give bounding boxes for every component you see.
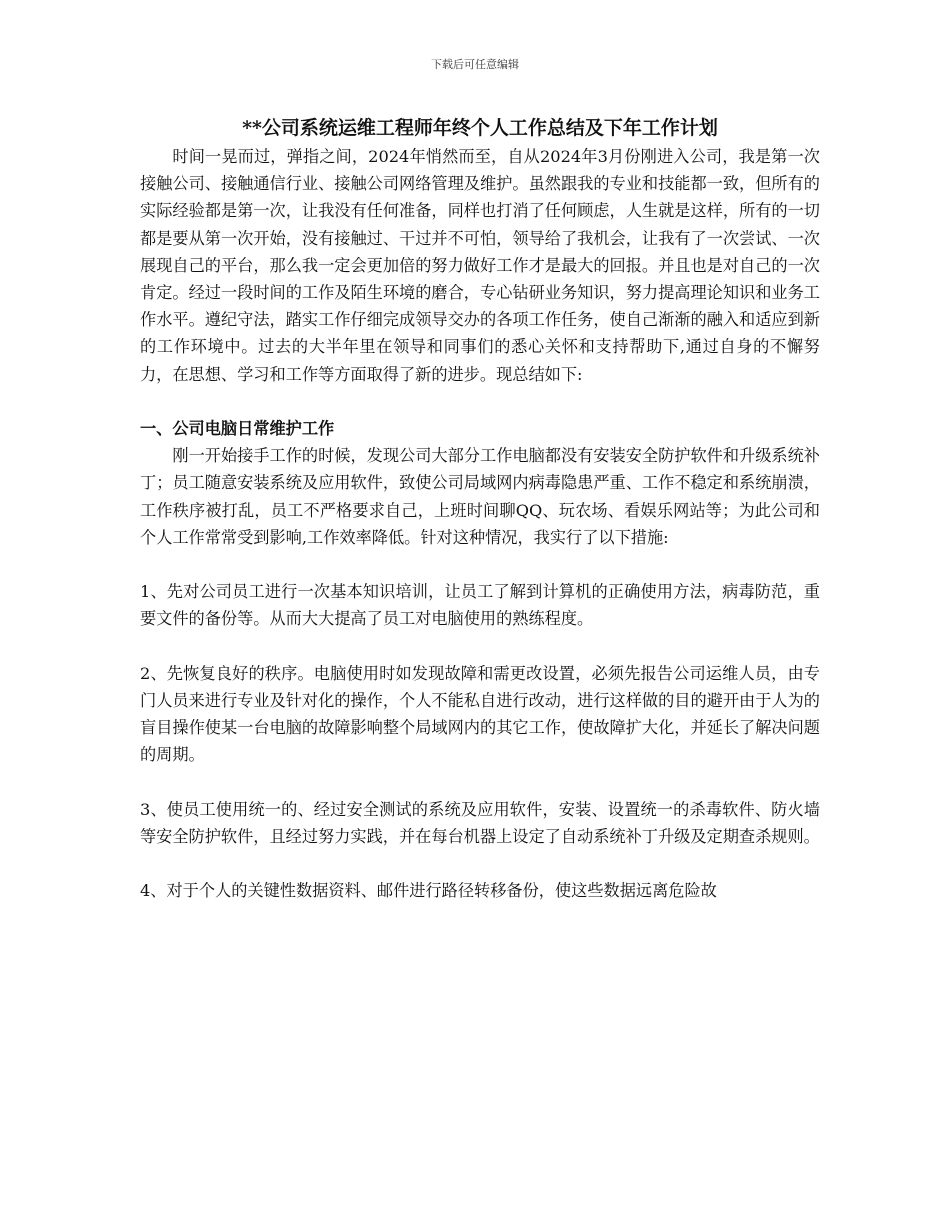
list-item-2: 2、先恢复良好的秩序。电脑使用时如发现故障和需更改设置，必须先报告公司运维人员，由专门人员来进行专业及针对化的操作，个人不能私自进行改动，进行这样做的目的避开由于人为的盲目操作使某一台电脑的故障影响整个局域网内的其它工作，使故障扩大化，并延长了解决问题的周期。 [140,663,820,765]
list-item-1: 1、先对公司员工进行一次基本知识培训，让员工了解到计算机的正确使用方法，病毒防范，重要文件的备份等。从而大大提高了员工对电脑使用的熟练程度。 [140,582,820,629]
intro-paragraph: 时间一晃而过，弹指之间，2024年悄然而至，自从2024年3月份刚进入公司，我是第一次接触公司、接触通信行业、接触公司网络管理及维护。虽然跟我的专业和技能都一致，但所有的实际经验都是第一次，让我没有任何准备，同样也打消了任何顾虑，人生就是这样，所有的一切都是要从第一次开始，没有接触过、干过并不可怕，领导给了我机会，让我有了一次尝试、一次展现自己的平台，那么我一定会更加倍的努力做好工作才是最大的回报。并且也是对自己的一次肯定。经过一段时间的工作及陌生环境的磨合，专心钻研业务知识，努力提高理论知识和业务工作水平。遵纪守法，踏实工作仔细完成领导交办的各项工作任务，使自己渐渐的融入和适应到新的工作环境中。过去的大半年里在领导和同事们的悉心关怀和支持帮助下,通过自身的不懈努力，在思想、学习和工作等方面取得了新的进步。现总结如下: [140,147,820,384]
list-item-3: 3、使员工使用统一的、经过安全测试的系统及应用软件，安装、设置统一的杀毒软件、防火墙等安全防护软件，且经过努力实践，并在每台机器上设定了自动系统补丁升级及定期查杀规则。 [140,799,820,847]
paragraph-gap [140,633,820,660]
section-paragraph: 刚一开始接手工作的时候，发现公司大部分工作电脑都没有安装安全防护软件和升级系统补丁；员工随意安装系统及应用软件，致使公司局域网内病毒隐患严重、工作不稳定和系统崩溃，工作秩序被打乱，员工不严格要求自己，上班时间聊QQ、玩农场、看娱乐网站等；为此公司和个人工作常常受到影响,工作效率降低。针对这种情况，我实行了以下措施: [140,446,820,547]
paragraph-gap [140,388,820,415]
header-note: 下载后可任意编辑 [431,58,519,71]
list-item-4: 4、对于个人的关键性数据资料、邮件进行路径转移备份，使这些数据远离危险故 [140,881,717,901]
document-title: **公司系统运维工程师年终个人工作总结及下年工作计划 [242,117,718,139]
paragraph-gap [140,850,820,877]
paragraph-gap [140,769,820,796]
paragraph-gap [140,551,820,578]
section-heading: 一、公司电脑日常维护工作 [140,419,335,439]
document-body [140,113,820,905]
